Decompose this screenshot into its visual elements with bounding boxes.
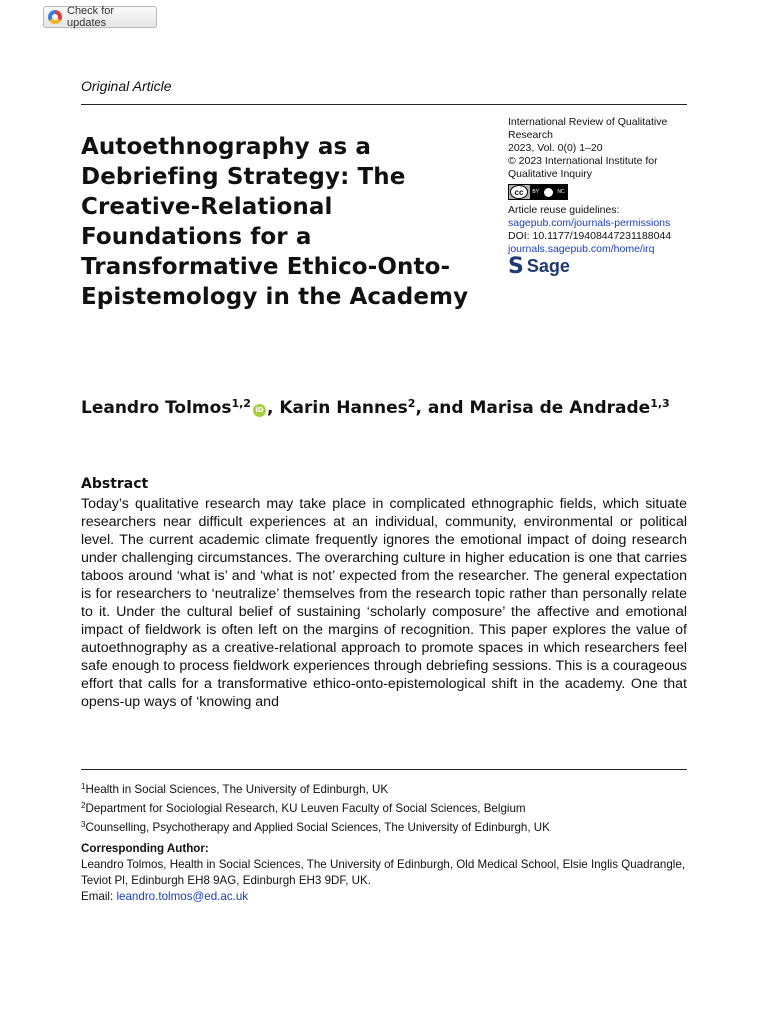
publisher-name: Sage: [526, 256, 570, 276]
crossmark-icon: [48, 10, 62, 24]
author-affiliation: 1,2: [231, 397, 251, 410]
author-separator: , and: [415, 398, 470, 418]
author-name: Leandro Tolmos: [81, 398, 232, 418]
cc-by-label: BY: [532, 188, 540, 195]
affiliation-item: [81, 779, 687, 798]
author-list: [81, 397, 670, 418]
header-divider: [81, 104, 687, 105]
email-label: Email:: [81, 890, 114, 903]
affiliation-text: Department for Sociologial Research, KU Leuven Faculty of Social Sciences, Belgium: [85, 802, 526, 815]
author-affiliation: 2: [407, 397, 416, 410]
affiliation-number: 3: [81, 820, 86, 829]
affiliation-text: Counselling, Psychotherapy and Applied Social Sciences, The University of Edinburgh, UK: [85, 821, 550, 834]
author-name: Marisa de Andrade: [469, 398, 651, 418]
author-affiliation: 1,3: [650, 397, 670, 410]
corresponding-author-address: Leandro Tolmos, Health in Social Sciences, The University of Edinburgh, Old Medical School, Elsie Inglis Quadrangle, Teviot Pl, Edinburgh EH8 9AG, Edinburgh EH3 9DF, UK.: [81, 858, 686, 887]
permissions-link[interactable]: sagepub.com/journals-permissions: [508, 217, 671, 229]
corresponding-author-email-row: [81, 889, 687, 905]
cc-license-badge[interactable]: [508, 184, 568, 200]
journal-volume: 2023, Vol. 0(0) 1–20: [508, 142, 603, 154]
abstract-heading: Abstract: [81, 476, 149, 492]
cc-nc-label: NC: [557, 188, 565, 195]
check-for-updates-button[interactable]: [43, 6, 157, 28]
abstract-text: Today’s qualitative research may take place in complicated ethnographic fields, which situate researchers near difficult experiences at an individual, community, environmental or political level. The current academic climate frequently ignores the emotional impact of doing research under challenging circumstances. The overarching culture in higher education is one that carries taboos around ‘what is’ and ‘what is not’ expected from the researcher. The general expectation is for researchers to ‘neutralize’ themselves from the research topic rather than personally relate to it. Under the cultural belief of sustaining ‘scholarly composure’ the affective and emotional impact of fieldwork is often left on the margins of recognition. This paper explores the value of autoethnography as a creative-relational approach to promote spaces in which researchers feel safe enough to process fieldwork experiences through debriefing sessions. This is a courageous effort that calls for a transformative ethico-onto-epistemological shift in the academy. One that opens-up ways of ‘knowing and: [81, 496, 687, 710]
corresponding-author-heading: Corresponding Author:: [81, 842, 209, 855]
email-link[interactable]: leandro.tolmos@ed.ac.uk: [116, 890, 249, 903]
journal-name: International Review of Qualitative Research: [508, 116, 668, 141]
footnote-divider: [81, 769, 687, 770]
affiliation-item: [81, 798, 687, 817]
orcid-icon[interactable]: iD: [253, 404, 266, 417]
affiliation-number: 1: [81, 782, 86, 791]
cc-by-icon: [544, 188, 553, 197]
article-type-label: Original Article: [81, 78, 172, 94]
check-for-updates-label: Check for updates: [67, 5, 115, 29]
affiliation-text: Health in Social Sciences, The University of Edinburgh, UK: [85, 783, 389, 796]
cc-terms-bar: [530, 185, 567, 199]
journal-home-link[interactable]: journals.sagepub.com/home/irq: [508, 243, 655, 255]
author-name: Karin Hannes: [279, 398, 408, 418]
corresponding-author: [81, 841, 687, 905]
affiliation-footnotes: [81, 779, 687, 836]
sage-s-icon: S: [508, 254, 524, 279]
copyright-notice: © 2023 International Institute for Qualitative Inquiry: [508, 155, 658, 180]
affiliation-number: 2: [81, 801, 86, 810]
article-title: Autoethnography as a Debriefing Strategy: The Creative-Relational Foundations for a Transformative Ethico-Onto-Epistemology in the Academy: [81, 134, 469, 310]
doi: DOI: 10.1177/19408447231188044: [508, 230, 672, 242]
author-separator: ,: [266, 398, 280, 418]
reuse-guidelines-label: Article reuse guidelines:: [508, 204, 620, 216]
journal-metadata: [508, 116, 693, 279]
sage-logo: [508, 254, 693, 279]
cc-icon: cc: [510, 185, 528, 199]
affiliation-item: [81, 817, 687, 836]
